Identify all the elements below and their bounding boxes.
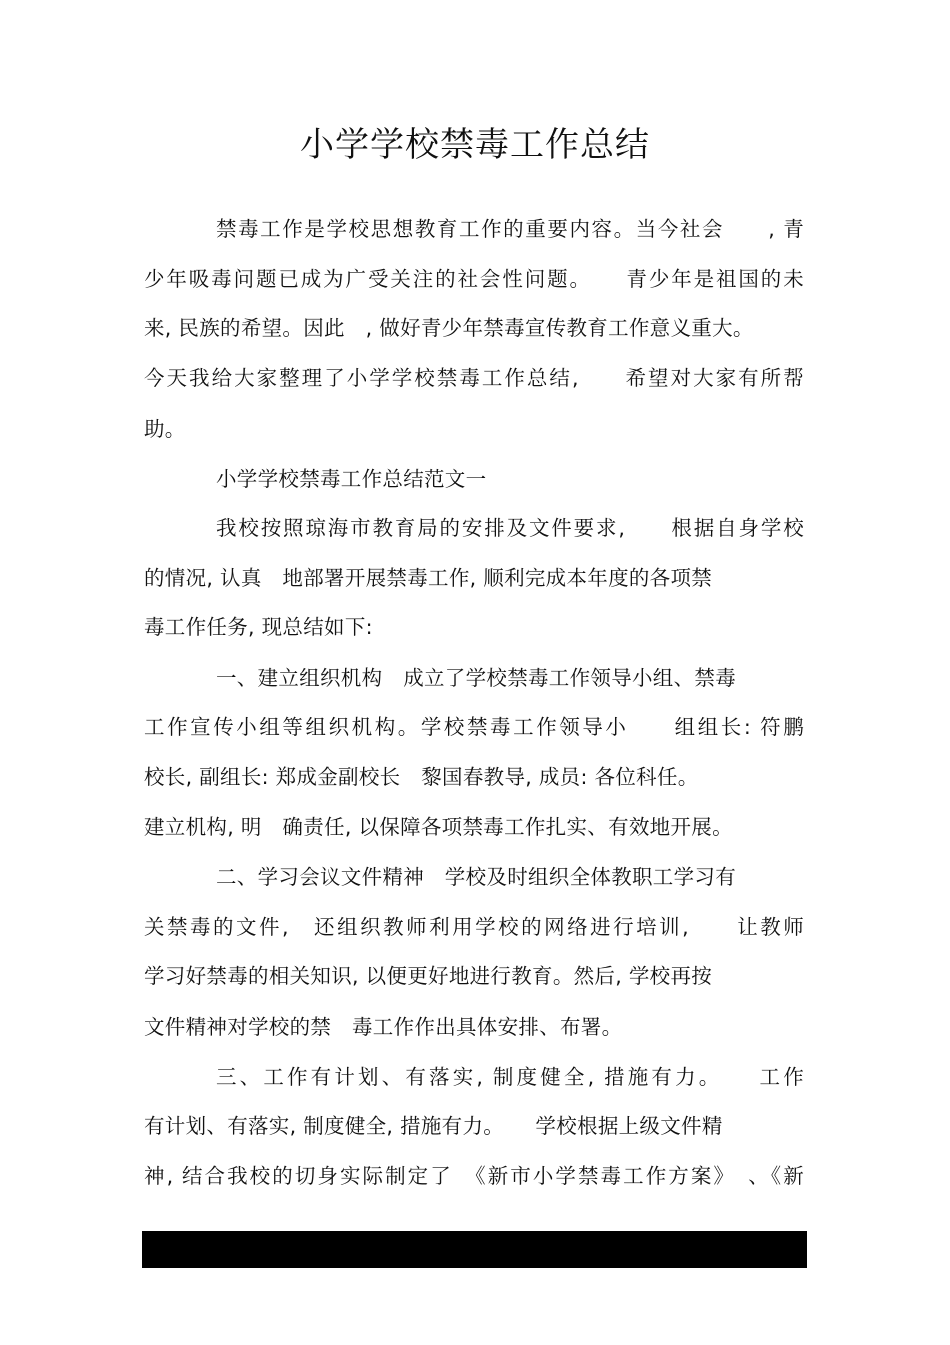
footer-bar [142,1231,807,1268]
body-line: 工作宣传小组等组织机构。学校禁毒工作领导小 组组长: 符鹏 [144,715,804,739]
body-line: 三、工作有计划、有落实, 制度健全, 措施有力。 工作 [216,1065,804,1089]
body-line: 关禁毒的文件, 还组织教师利用学校的网络进行培训, 让教师 [144,915,804,939]
body-line: 今天我给大家整理了小学学校禁毒工作总结, 希望对大家有所帮 [144,366,804,390]
body-line: 二、学习会议文件精神 学校及时组织全体教职工学习有 [216,865,736,889]
body-line: 少年吸毒问题已成为广受关注的社会性问题。 青少年是祖国的未 [144,267,804,291]
section-heading: 小学学校禁毒工作总结范文一 [216,467,487,491]
body-line: 文件精神对学校的禁 毒工作作出具体安排、布署。 [144,1015,623,1039]
body-line: 一、建立组织机构 成立了学校禁毒工作领导小组、禁毒 [216,666,736,690]
body-line: 毒工作任务, 现总结如下: [144,615,373,639]
body-line: 的情况, 认真 地部署开展禁毒工作, 顺利完成本年度的各项禁 [144,566,713,590]
body-line: 神, 结合我校的切身实际制定了 《新市小学禁毒工作方案》 、《新 [144,1164,804,1188]
page-title: 小学学校禁毒工作总结 [300,125,650,165]
body-line: 来, 民族的希望。因此 , 做好青少年禁毒宣传教育工作意义重大。 [144,316,754,340]
body-line: 校长, 副组长: 郑成金副校长 黎国春教导, 成员: 各位科任。 [144,765,699,789]
body-line: 建立机构, 明 确责任, 以保障各项禁毒工作扎实、有效地开展。 [144,815,733,839]
body-line: 禁毒工作是学校思想教育工作的重要内容。当今社会 , 青 [216,217,804,241]
body-line: 我校按照琼海市教育局的安排及文件要求, 根据自身学校 [216,516,804,540]
body-line: 有计划、有落实, 制度健全, 措施有力。 学校根据上级文件精 [144,1114,723,1138]
body-line: 助。 [144,417,186,441]
body-line: 学习好禁毒的相关知识, 以便更好地进行教育。然后, 学校再按 [144,964,713,988]
